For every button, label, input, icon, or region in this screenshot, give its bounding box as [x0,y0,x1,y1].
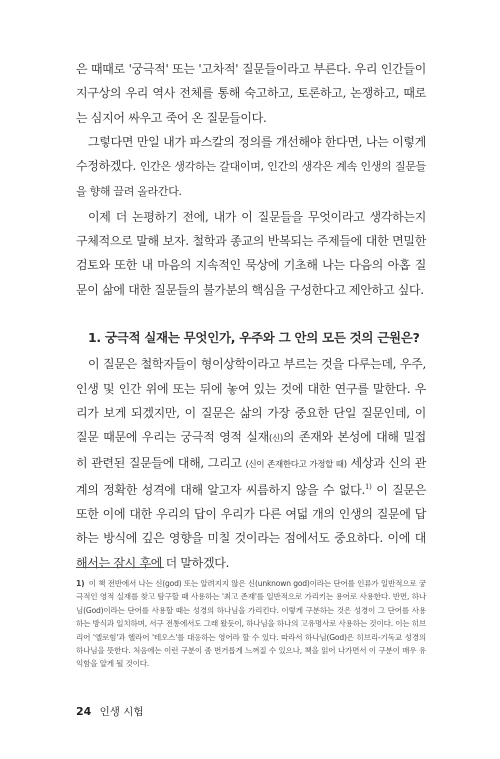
paragraph-4-part-c: 세상과 신의 관계의 정확한 성격에 대해 알고자 씨름하지 않을 수 없다. [76,456,426,497]
paragraph-4-part-a: 이 질문은 철학자들이 형이상학이라고 부르는 것을 다루는데, 우주, 인생 및 인간 위에 또는 뒤에 놓여 있는 것에 대한 연구를 말한다. 우리가 보게 되겠지만, 이 질문은 삶의 가장 중요한 단일 질문인데, 이 질문 때문에 우리는 궁극적 영적 실재 [76,357,426,445]
paragraph-4 [76,352,426,575]
emphasized-sentence: 인간은 생각하는 갈대이며, 인간의 생각은 계속 인생의 질문들을 향해 끌려 올라간다. [76,160,426,199]
paragraph-3: 이제 더 논평하기 전에, 내가 이 질문들을 무엇이라고 생각하는지 구체적으로 말해 보자. 철학과 종교의 반복되는 주제들에 대한 면밀한 검토와 또한 내 마음의 지속적인 묵상에 기초해 나는 다음의 아홉 질문이 삶에 대한 질문들의 불가분의 핵심을 구성한다고 제안하고 싶다. [76,209,426,297]
paragraph-1: 은 때때로 '궁극적' 또는 '고차적' 질문들이라고 부른다. 우리 인간들이 지구상의 우리 역사 전체를 통해 숙고하고, 토론하고, 논쟁하고, 때로는 심지어 싸우고 죽어 온 질문들이다. [76,62,426,125]
inline-note-assumption: (신이 존재한다고 가정할 때) [245,460,347,471]
footnote-label: 1) [76,579,85,588]
inline-note-god: (신) [268,434,283,445]
main-text [76,57,426,575]
running-title: 인생 시험 [99,706,144,718]
paragraph-2 [76,130,426,205]
paragraph-4-part-b: 의 존재와 본성에 대해 밀접히 관련된 질문들에 대해, 그리고 [76,430,426,471]
page-footer [76,704,144,719]
footnote-reference[interactable]: 1) [364,482,372,491]
footnote-divider [76,567,164,568]
section-heading: 1. 궁극적 실재는 무엇인가, 우주와 그 안의 모든 것의 근원은? [88,329,420,345]
paragraph-2-text: 그렇다면 만일 내가 파스칼의 정의를 개선해야 한다면, 나는 이렇게 수정하겠다. [76,134,426,174]
footnote [76,577,426,671]
paragraph-4-part-d: 이 질문은 또한 이에 대한 우리의 답이 우리가 다른 여덟 개의 인생의 질문에 답하는 방식에 깊은 영향을 미칠 것이라는 점에서도 중요하다. 이에 대해서는 잠시 후에 더 말하겠다. [76,482,427,570]
footnote-text: 이 책 전반에서 나는 신(god) 또는 알려지지 않은 신(unknown god)이라는 단어를 인류가 일반적으로 궁극적인 영적 실재를 찾고 탐구할 때 사용하는 '최고 존재'를 일반적으로 가리키는 용어로 사용한다. 반면, 하나님(God)이라는 단어를 사용할 때는 성경의 하나님을 가리킨다. 이렇게 구분하는 것은 성경이 그 단어를 사용하는 방식과 일치하며, 서구 전통에서도 그래 왔듯이, 하나님을 하나의 고유명사로 사용하는 것이다. 이는 히브리어 '엘로힘'과 헬라어 '테오스'를 대응하는 영어라 할 수 있다. 따라서 하나님(God)은 히브리-기독교 성경의 하나님을 뜻한다. 처음에는 이런 구분이 좀 번거롭게 느껴질 수 있으나, 책을 읽어 나가면서 이 구분이 매우 유익함을 알게 될 것이다. [76,579,427,669]
page-number: 24 [76,705,92,718]
